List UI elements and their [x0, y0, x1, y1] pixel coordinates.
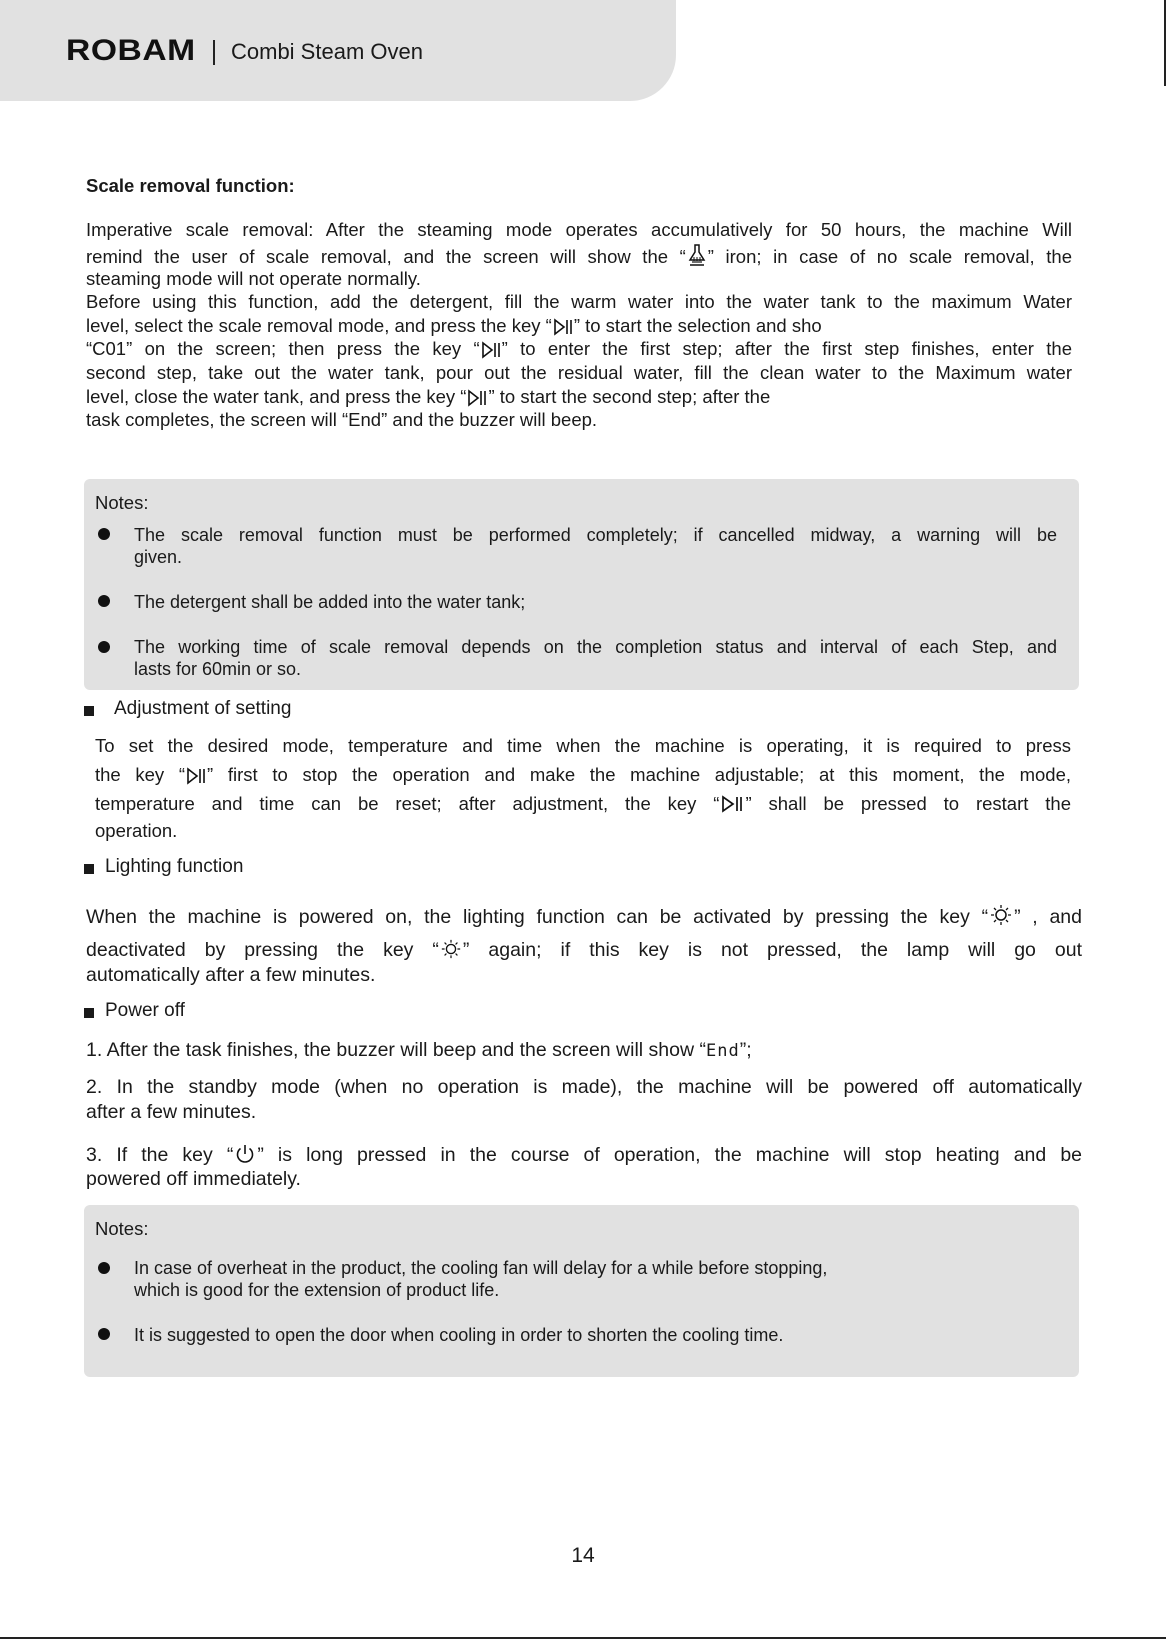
start-pause-icon [186, 767, 206, 791]
light-icon [989, 903, 1013, 933]
heading-adjustment: Adjustment of setting [114, 698, 292, 719]
scale-p2-line3: “C01” on the screen; then press the key “ ” to enter the first step; after the first step finishes, enter the [86, 337, 1072, 365]
note-item-line1: The working time of scale removal depends on the completion status and interval of each Step, and [134, 637, 1057, 657]
lighting-line3: automatically after a few minutes. [86, 964, 376, 986]
adjust-line3: temperature and time can be reset; after adjustment, the key “ ” shall be pressed to restart the [95, 792, 1071, 820]
scale-p2-line5: level, close the water tank, and press the key “ ” to start the second step; after the [86, 385, 770, 413]
bullet-dot [98, 528, 110, 540]
start-pause-icon [720, 794, 744, 820]
section-title-scale-removal: Scale removal function: [86, 175, 295, 196]
brand-logo: ROBAM [66, 34, 196, 67]
heading-power-off: Power off [105, 1000, 185, 1021]
descale-icon [687, 243, 707, 273]
scale-p2-line6: task completes, the screen will “End” and the buzzer will beep. [86, 409, 598, 430]
power-item3-line2: powered off immediately. [86, 1168, 301, 1190]
section-square-bullet [84, 706, 94, 716]
heading-lighting: Lighting function [105, 856, 244, 877]
adjust-line1: To set the desired mode, temperature and time when the machine is operating, it is required to press [95, 735, 1071, 756]
note-item-line1: It is suggested to open the door when cooling in order to shorten the cooling time. [134, 1325, 784, 1345]
light-icon [440, 938, 462, 966]
scale-p1-line3: steaming mode will not operate normally. [86, 268, 421, 289]
scale-p2-line4: second step, take out the water tank, pour out the residual water, fill the clean water to the Maximum water [86, 362, 1072, 383]
note-item-line1: In case of overheat in the product, the cooling fan will delay for a while before stopping, [134, 1258, 828, 1278]
bullet-dot [98, 1262, 110, 1274]
notes-title: Notes: [95, 1218, 149, 1239]
note-item-line1: The detergent shall be added into the water tank; [134, 592, 526, 612]
note-item-line2: lasts for 60min or so. [134, 659, 302, 679]
adjust-line2: the key “ ” first to stop the operation and make the machine adjustable; at this moment, the mode, [95, 763, 1071, 791]
power-item2-line2: after a few minutes. [86, 1101, 257, 1123]
note-item-line1: The scale removal function must be performed completely; if cancelled midway, a warning will be [134, 525, 1057, 545]
bullet-dot [98, 1328, 110, 1340]
lighting-line2: deactivated by pressing the key “ ” again; if this key is not pressed, the lamp will go out [86, 938, 1082, 966]
power-item1: 1. After the task finishes, the buzzer will beep and the screen will show “End”; [86, 1039, 752, 1061]
scale-p1-line1: Imperative scale removal: After the steaming mode operates accumulatively for 50 hours, the machine Will [86, 219, 1072, 240]
display-end-text: End [705, 1041, 740, 1061]
scale-p2-line1: Before using this function, add the detergent, fill the warm water into the water tank to the maximum Water [86, 291, 1072, 312]
scale-p2-line2: level, select the scale removal mode, and press the key “ ” to start the selection and sho [86, 314, 822, 342]
lighting-line1: When the machine is powered on, the lighting function can be activated by pressing the key “ ” , and [86, 903, 1082, 933]
page-number: 14 [571, 1544, 595, 1567]
bullet-dot [98, 641, 110, 653]
header-divider [213, 40, 215, 65]
product-name: Combi Steam Oven [231, 39, 423, 64]
note-item-line2: given. [134, 547, 183, 567]
power-item2-line1: 2. In the standby mode (when no operation is made), the machine will be powered off automatically [86, 1076, 1082, 1098]
bullet-dot [98, 595, 110, 607]
adjust-line4: operation. [95, 820, 178, 841]
section-square-bullet [84, 1008, 94, 1018]
notes-title: Notes: [95, 492, 149, 513]
note-item-line2: which is good for the extension of product life. [134, 1280, 500, 1300]
power-item3-line1: 3. If the key “ ” is long pressed in the course of operation, the machine will stop heating and be [86, 1143, 1082, 1171]
section-square-bullet [84, 864, 94, 874]
scale-p1-line2: remind the user of scale removal, and the screen will show the “ ” iron; in case of no scale removal, the [86, 243, 1072, 273]
